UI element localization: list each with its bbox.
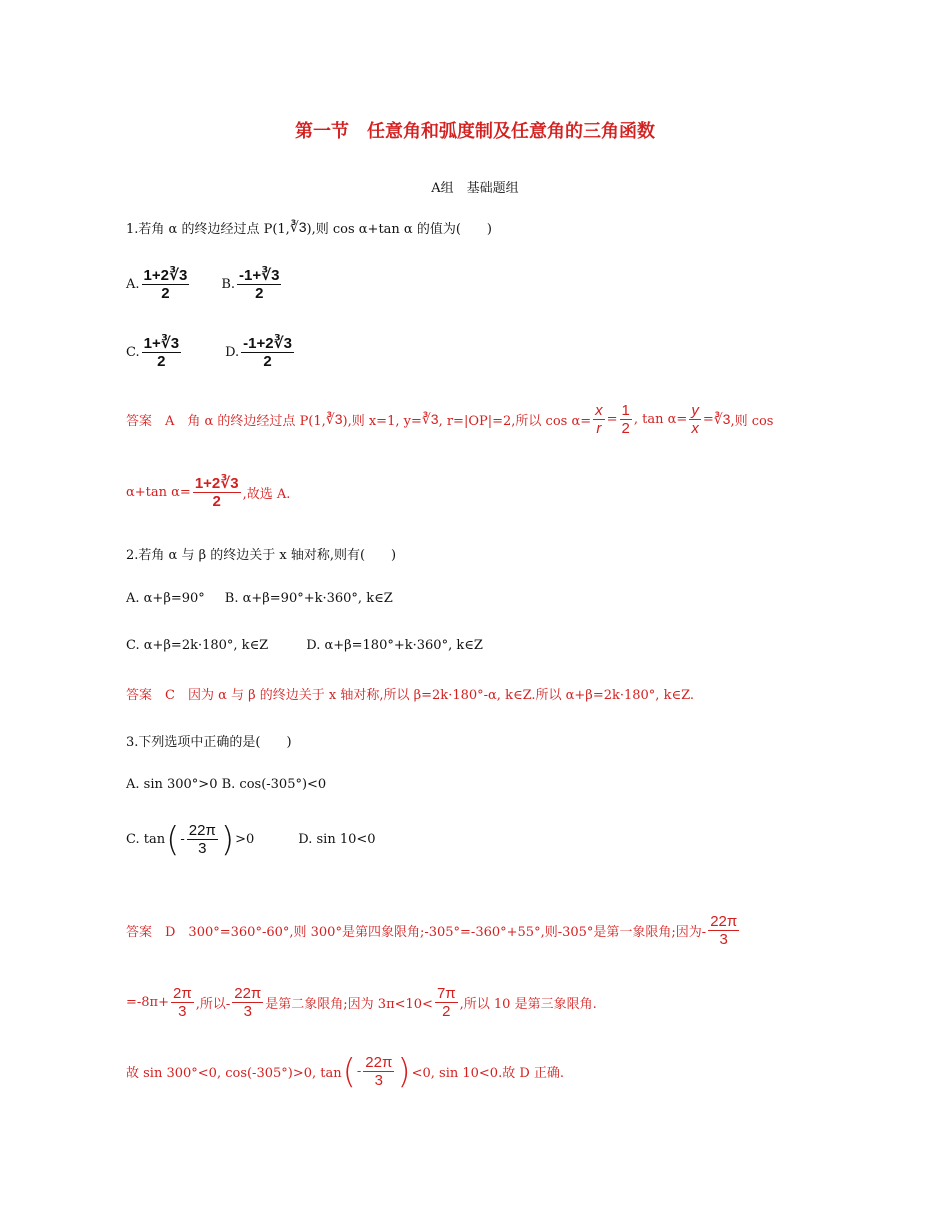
q1-answer-fraction: [193, 475, 241, 511]
q1-options-ab: [126, 267, 283, 303]
cube-root: ∛3: [713, 411, 731, 428]
q1-options-cd: [126, 335, 296, 371]
q3-option-c-text-b: >0: [235, 832, 255, 848]
fraction-denominator: 3: [374, 1072, 383, 1090]
q1-answer-text-e: =: [702, 412, 714, 428]
minus-sign: -: [180, 832, 185, 848]
q1-option-b-fraction: [237, 267, 281, 303]
fraction-denominator: r: [596, 420, 602, 438]
cube-root: ∛3: [289, 219, 307, 235]
q3-answer-line-2: [126, 985, 597, 1021]
q3-answer-line-3: [126, 1051, 565, 1092]
y-over-x-fraction: [689, 402, 701, 438]
q1-option-a-fraction: [142, 267, 190, 303]
q2-answer: 答案 C 因为 α 与 β 的终边关于 x 轴对称,所以 β=2k·180°-α, k∈Z.所以 α+β=2k·180°, k∈Z.: [126, 688, 695, 703]
q2-options-ab: [126, 591, 393, 606]
fraction-denominator: x: [691, 420, 699, 438]
q2-options-cd: [126, 638, 483, 653]
q3-stem: 3.下列选项中正确的是( ): [126, 735, 292, 750]
q1-option-b-label: B.: [221, 277, 236, 293]
right-paren: ): [397, 1051, 411, 1092]
q3-answer3-text-a: 故 sin 300°<0, cos(-305°)>0, tan: [126, 1066, 342, 1082]
q1-answer-text-d: , tan α=: [633, 412, 688, 428]
fraction-numerator: 22π: [365, 1054, 393, 1071]
q3-answer-line-1: [126, 913, 741, 949]
fraction-numerator: 1+∛3: [143, 335, 180, 352]
fraction-denominator: 2: [255, 285, 264, 303]
q1-answer-line-2: [126, 475, 290, 511]
left-paren: (: [342, 1051, 356, 1092]
q1-answer-text-f: ,则 cos: [730, 414, 774, 430]
fraction-numerator: 7π: [436, 985, 456, 1002]
q3-answer2-text-c: 是第二象限角;因为 3π<10<: [265, 997, 433, 1013]
fraction-denominator: 2: [157, 353, 166, 371]
fraction-numerator: 1+2∛3: [143, 267, 188, 284]
fraction-denominator: 2: [263, 353, 272, 371]
q2-option-c: C. α+β=2k·180°, k∈Z: [126, 638, 269, 653]
q1-option-d-fraction: [241, 335, 294, 371]
fraction-numerator: x: [595, 402, 603, 419]
fraction-denominator: 3: [719, 931, 728, 949]
q2-option-d: D. α+β=180°+k·360°, k∈Z: [306, 638, 483, 653]
fraction-numerator: 22π: [234, 985, 262, 1002]
fraction-denominator: 3: [198, 840, 207, 858]
fraction-numerator: 22π: [710, 913, 738, 930]
equals-sign: =: [606, 412, 618, 428]
fraction-numerator: 22π: [188, 822, 216, 839]
cube-root: ∛3: [421, 411, 439, 428]
fraction-numerator: 1+2∛3: [194, 475, 239, 492]
q1-stem-text-b: ),则 cos α+tan α 的值为( ): [306, 222, 492, 237]
q3-answer2-text-b: ,所以-: [195, 997, 231, 1013]
q3-answer3-fraction: [363, 1054, 394, 1090]
cube-root: ∛3: [325, 411, 343, 428]
fraction-denominator: 3: [243, 1003, 252, 1021]
q1-stem: [126, 218, 492, 237]
group-heading: A组 基础题组: [431, 181, 519, 196]
q1-answer-text-b: ),则 x=1, y=: [342, 414, 422, 430]
q2-stem: 2.若角 α 与 β 的终边关于 x 轴对称,则有( ): [126, 548, 397, 563]
fraction-numerator: -1+2∛3: [243, 335, 292, 352]
one-half-fraction: [620, 402, 632, 438]
q1-answer2-text-a: α+tan α=: [126, 485, 191, 501]
q3-options-cd: [126, 819, 376, 860]
q3-answer3-text-b: <0, sin 10<0.故 D 正确.: [411, 1066, 565, 1082]
q1-option-c-label: C.: [126, 345, 140, 361]
fraction-numerator: y: [691, 402, 699, 419]
q1-stem-text-a: 1.若角 α 的终边经过点 P(1,: [126, 222, 290, 237]
x-over-r-fraction: [593, 402, 605, 438]
page-title: 第一节 任意角和弧度制及任意角的三角函数: [295, 121, 655, 142]
q1-answer2-text-b: ,故选 A.: [242, 487, 291, 503]
q3-options-ab: A. sin 300°>0 B. cos(-305°)<0: [126, 777, 327, 792]
twenty-two-pi-over-three-fraction: [232, 985, 263, 1021]
fraction-denominator: 3: [178, 1003, 187, 1021]
q1-answer-text-c: , r=|OP|=2,所以 cos α=: [438, 414, 592, 430]
fraction-numerator: -1+∛3: [239, 267, 280, 284]
fraction-denominator: 2: [621, 420, 630, 438]
fraction-denominator: 2: [442, 1003, 451, 1021]
fraction-denominator: 2: [212, 493, 221, 511]
q3-option-d: D. sin 10<0: [298, 832, 376, 848]
q3-answer-fraction: [708, 913, 739, 949]
q1-answer-line-1: [126, 402, 773, 438]
q3-answer2-text-a: =-8π+: [126, 995, 169, 1011]
q2-option-b: B. α+β=90°+k·360°, k∈Z: [224, 591, 393, 606]
minus-sign: -: [356, 1064, 362, 1080]
left-paren: (: [166, 819, 180, 860]
q3-answer2-text-d: ,所以 10 是第三象限角.: [459, 997, 597, 1013]
q3-option-c-text-a: C. tan: [126, 832, 166, 848]
q1-option-a-label: A.: [126, 277, 140, 293]
q1-option-d-label: D.: [225, 345, 240, 361]
right-paren: ): [220, 819, 235, 860]
fraction-numerator: 2π: [173, 985, 192, 1002]
q3-answer-text-a: 答案 D 300°=360°-60°,则 300°是第四象限角;-305°=-360°+55°,则-305°是第一象限角;因为-: [126, 925, 707, 941]
fraction-numerator: 1: [621, 402, 630, 419]
two-pi-over-three-fraction: [171, 985, 194, 1021]
q3-option-c-fraction: [187, 822, 218, 858]
fraction-denominator: 2: [161, 285, 170, 303]
q1-option-c-fraction: [142, 335, 181, 371]
seven-pi-over-two-fraction: [435, 985, 458, 1021]
q2-option-a: A. α+β=90°: [126, 591, 205, 606]
q1-answer-text-a: 答案 A 角 α 的终边经过点 P(1,: [126, 414, 326, 430]
